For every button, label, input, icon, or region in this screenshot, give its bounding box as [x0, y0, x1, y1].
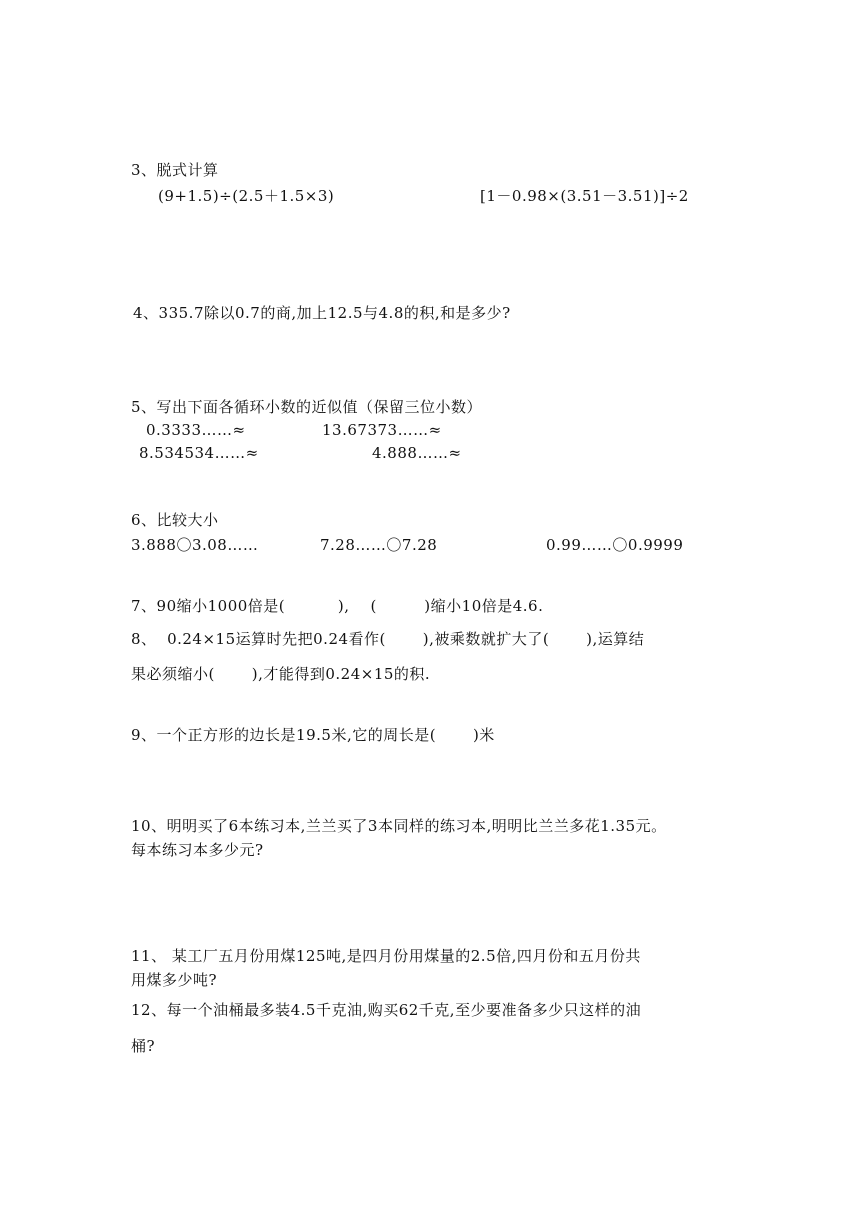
q5-item-4: 4.888……≈ — [372, 444, 462, 462]
q5-title: 5、写出下面各循环小数的近似值（保留三位小数） — [131, 398, 483, 416]
q6-item-1: 3.888〇3.08…… — [131, 536, 259, 554]
q12-line-2: 桶? — [131, 1037, 156, 1055]
q3-expression-1: (9+1.5)÷(2.5＋1.5×3) — [158, 187, 335, 205]
q9-text: 9、一个正方形的边长是19.5米,它的周长是( )米 — [131, 726, 495, 744]
q12-line-1: 12、每一个油桶最多装4.5千克油,购买62千克,至少要准备多少只这样的油 — [131, 1001, 642, 1019]
q11-line-1: 11、 某工厂五月份用煤125吨,是四月份用煤量的2.5倍,四月份和五月份共 — [131, 947, 641, 965]
q11-line-2: 用煤多少吨? — [131, 971, 218, 989]
q5-item-3: 8.534534……≈ — [139, 444, 259, 462]
q8-line-2: 果必须缩小( ),才能得到0.24×15的积. — [131, 665, 431, 683]
q6-item-2: 7.28……〇7.28 — [320, 536, 438, 554]
q5-item-1: 0.3333……≈ — [146, 421, 246, 439]
q8-line-1: 8、 0.24×15运算时先把0.24看作( ),被乘数就扩大了( ),运算结 — [131, 630, 645, 648]
q7-text: 7、90缩小1000倍是( ), ( )缩小10倍是4.6. — [131, 597, 544, 615]
q3-title: 3、脱式计算 — [131, 161, 219, 179]
q10-line-1: 10、明明买了6本练习本,兰兰买了3本同样的练习本,明明比兰兰多花1.35元。 — [131, 817, 667, 835]
q5-item-2: 13.67373……≈ — [322, 421, 442, 439]
q3-expression-2: [1－0.98×(3.51－3.51)]÷2 — [480, 187, 689, 205]
q10-line-2: 每本练习本多少元? — [131, 841, 264, 859]
q6-item-3: 0.99……〇0.9999 — [546, 536, 684, 554]
q4-text: 4、335.7除以0.7的商,加上12.5与4.8的积,和是多少? — [133, 304, 511, 322]
q6-title: 6、比较大小 — [131, 511, 219, 529]
